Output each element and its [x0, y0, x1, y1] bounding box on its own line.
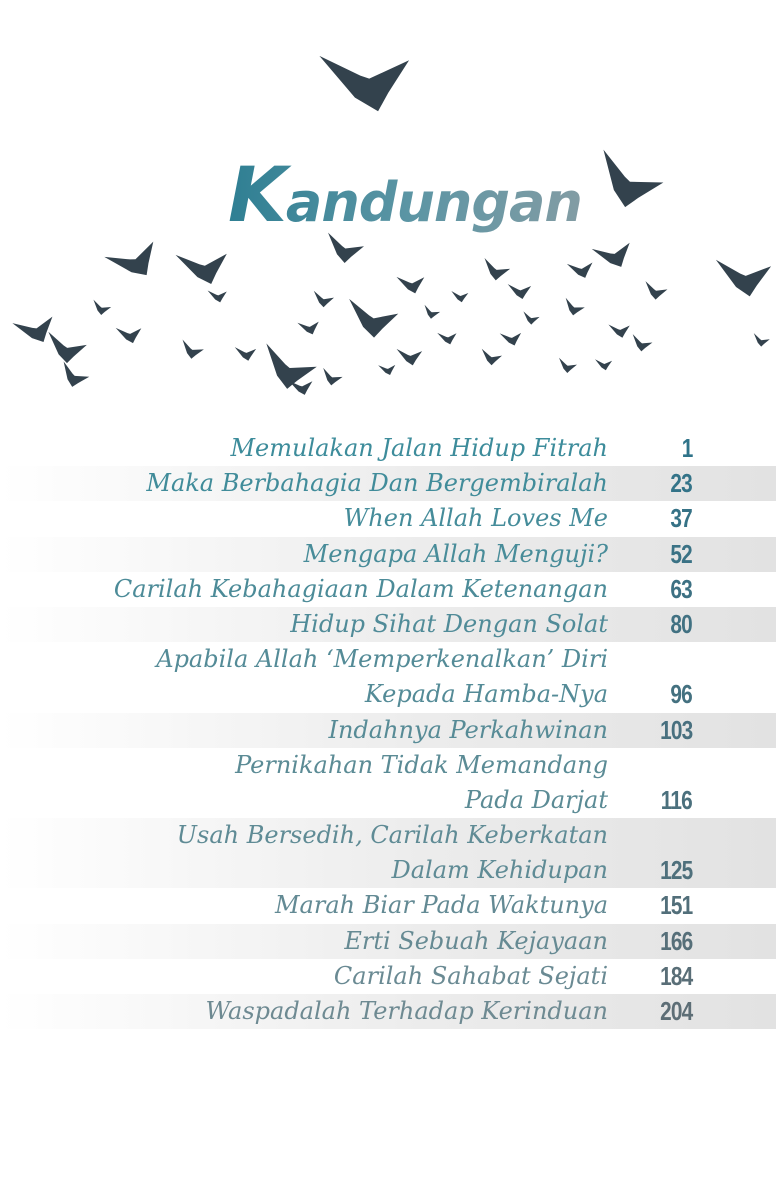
toc-entry-line [0, 501, 776, 536]
toc-entry-title: Kepada Hamba-Nya [364, 680, 608, 709]
toc-page-number: 37 [670, 503, 692, 534]
bird-icon [320, 368, 344, 388]
toc-entry-title: Waspadalah Terhadap Kerinduan [205, 997, 608, 1025]
toc-entry [0, 748, 776, 818]
toc-entry-title: Mengapa Allah Menguji? [303, 539, 608, 568]
toc-entry [0, 466, 776, 501]
toc-entry-line [0, 572, 776, 607]
toc-entry-title: Carilah Sahabat Sejati [333, 961, 608, 990]
toc-entry-line [0, 818, 776, 853]
toc-page-number: 63 [670, 573, 692, 604]
toc-entry-line [0, 748, 776, 783]
toc-entry [0, 431, 776, 466]
bird-icon [500, 329, 524, 348]
toc-entry [0, 713, 776, 748]
bird-icon [480, 258, 511, 283]
bird-icon [567, 258, 596, 282]
toc-entry [0, 888, 776, 923]
bird-icon [312, 291, 335, 309]
toc-page-number: 80 [670, 608, 692, 639]
toc-entry-line [0, 713, 776, 748]
toc-entry-line [0, 924, 776, 959]
bird-icon [630, 334, 654, 353]
toc-page-number: 23 [670, 468, 692, 499]
toc-entry [0, 994, 776, 1029]
bird-icon [522, 311, 540, 325]
bird-icon [179, 340, 205, 362]
bird-icon [345, 299, 399, 340]
bird-icon [378, 362, 397, 377]
bird-icon [557, 358, 578, 375]
bird-icon [12, 309, 59, 349]
toc-entry-line [0, 431, 776, 466]
bird-icon [176, 244, 233, 290]
toc-entry [0, 572, 776, 607]
bird-icon [480, 349, 503, 367]
bird-icon [104, 233, 165, 288]
page-title [228, 150, 628, 250]
toc-entry-line [0, 888, 776, 923]
toc-entry-title: When Allah Loves Me [343, 504, 608, 533]
toc-entry-title: Marah Biar Pada Waktunya [274, 891, 608, 920]
toc-entry-line [0, 783, 776, 818]
bird-icon [752, 333, 771, 348]
bird-icon [397, 346, 424, 367]
toc-entry-line [0, 607, 776, 642]
toc-page-number: 52 [670, 538, 692, 569]
bird-icon [716, 256, 773, 299]
toc-entry [0, 924, 776, 959]
toc-entry-title: Apabila Allah ‘Memperkenalkan’ Diri [156, 645, 608, 674]
toc-entry [0, 642, 776, 712]
toc-page-number: 184 [659, 960, 692, 991]
bird-icon [437, 330, 458, 347]
toc-entry-line [0, 959, 776, 994]
bird-icon [451, 290, 469, 303]
toc-entry-title: Memulakan Jalan Hidup Fitrah [230, 434, 608, 462]
toc-entry-title: Dalam Kehidupan [391, 856, 608, 885]
bird-icon [396, 272, 426, 296]
toc-entry-title: Pernikahan Tidak Memandang [235, 750, 608, 779]
toc-entry-title: Hidup Sihat Dengan Solat [290, 609, 608, 638]
toc-entry [0, 607, 776, 642]
toc-entry-line [0, 642, 776, 677]
toc-page-number: 204 [659, 996, 692, 1026]
bird-icon [319, 44, 415, 119]
toc-entry-title: Maka Berbahagia Dan Bergembiralah [146, 469, 608, 498]
toc-page-number: 96 [670, 679, 692, 710]
toc-entry-title: Carilah Kebahagiaan Dalam Ketenangan [113, 574, 608, 603]
bird-icon [595, 358, 613, 372]
toc-entry-line [0, 466, 776, 501]
bird-icon [208, 288, 229, 304]
bird-icon [643, 281, 669, 301]
bird-icon [91, 300, 112, 317]
title-initial: K [228, 150, 286, 239]
toc-entry-line [0, 994, 776, 1029]
toc-entry-line [0, 677, 776, 712]
toc-page-number: 116 [660, 784, 692, 815]
bird-icon [257, 343, 319, 394]
toc-entry [0, 959, 776, 994]
toc-entry-title: Indahnya Perkahwinan [328, 715, 608, 744]
title-rest: andungan [285, 171, 582, 234]
bird-icon [508, 282, 533, 301]
bird-icon [562, 298, 586, 318]
toc-entry [0, 501, 776, 536]
toc-entry-title: Usah Bersedih, Carilah Keberkatan [176, 821, 608, 850]
toc-entry-line [0, 853, 776, 888]
toc-page-number: 103 [659, 714, 692, 745]
table-of-contents [0, 431, 776, 1029]
toc-page-number: 1 [681, 433, 692, 463]
bird-icon [422, 305, 441, 321]
bird-icon [235, 345, 257, 362]
toc-entry-title: Pada Darjat [464, 785, 608, 814]
toc-entry [0, 818, 776, 888]
bird-icon [297, 318, 321, 338]
bird-icon [116, 324, 144, 346]
toc-entry-title: Erti Sebuah Kejayaan [344, 926, 608, 955]
toc-entry [0, 537, 776, 572]
toc-page-number: 125 [659, 855, 692, 886]
bird-icon [56, 361, 91, 391]
toc-page-number: 151 [659, 890, 692, 921]
bird-icon [608, 322, 631, 340]
toc-entry-line [0, 537, 776, 572]
toc-page-number: 166 [659, 925, 692, 956]
bird-icon [44, 332, 87, 366]
